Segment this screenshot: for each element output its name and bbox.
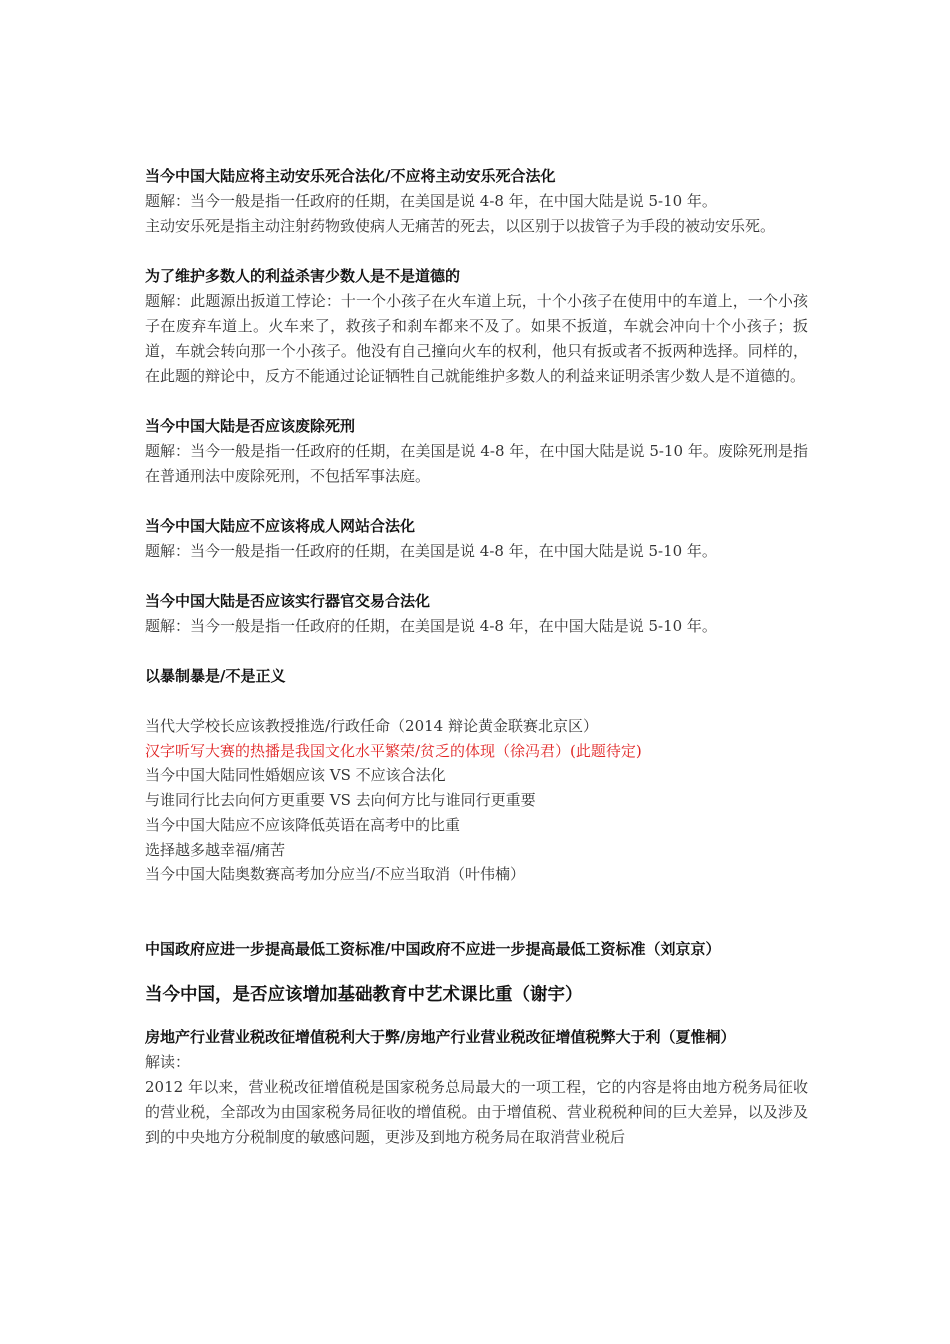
- topic-title: 当今中国，是否应该增加基础教育中艺术课比重（谢宇）: [145, 984, 583, 1005]
- topic-vat-reform: [145, 1025, 808, 1150]
- topic-title: 中国政府应进一步提高最低工资标准/中国政府不应进一步提高最低工资标准（刘京京）: [145, 939, 721, 958]
- topic-adult-websites: [145, 514, 808, 564]
- topic-title: 为了维护多数人的利益杀害少数人是不是道德的: [145, 267, 461, 285]
- topic-explanation: 主动安乐死是指主动注射药物致使病人无痛苦的死去，以区别于以拔管子为手段的被动安乐死。: [145, 217, 776, 235]
- topic-minimum-wage: [145, 937, 808, 962]
- list-item-highlighted: 汉字听写大赛的热播是我国文化水平繁荣/贫乏的体现（徐冯君）(此题待定): [145, 741, 642, 760]
- topic-art-education: [145, 980, 808, 1010]
- topic-explanation: 2012 年以来，营业税改征增值税是国家税务总局最大的一项工程，它的内容是将由地方税务局征收的营业税，全部改为由国家税务局征收的增值税。由于增值税、营业税税种间的巨大差异，以及涉及到的中央地方分税制度的敏感问题，更涉及到地方税务局在取消营业税后: [145, 1077, 808, 1146]
- topic-title: 房地产行业营业税改征增值税利大于弊/房地产行业营业税改征增值税弊大于利（夏惟桐）: [145, 1027, 736, 1046]
- topic-death-penalty: [145, 414, 808, 489]
- topic-title: 当今中国大陆应将主动安乐死合法化/不应将主动安乐死合法化: [145, 167, 556, 185]
- topic-title: 当今中国大陆是否应该废除死刑: [145, 417, 356, 435]
- topic-euthanasia: [145, 164, 808, 239]
- topic-explanation: 题解：当今一般是指一任政府的任期，在美国是说 4-8 年，在中国大陆是说 5-10 年。: [145, 542, 717, 560]
- topic-explanation-label: 解读：: [145, 1052, 191, 1071]
- topic-title: 以暴制暴是/不是正义: [145, 667, 286, 685]
- list-item: 选择越多越幸福/痛苦: [145, 840, 286, 859]
- topic-title: 当今中国大陆应不应该将成人网站合法化: [145, 517, 416, 535]
- list-item: 与谁同行比去向何方更重要 VS 去向何方比与谁同行更重要: [145, 791, 536, 810]
- list-item: 当今中国大陆应不应该降低英语在高考中的比重: [145, 815, 461, 834]
- list-item: 当今中国大陆奥数赛高考加分应当/不应当取消（叶伟楠）: [145, 865, 526, 884]
- topic-violence-justice: [145, 664, 808, 689]
- topic-trolley-problem: [145, 264, 808, 389]
- topic-list: [145, 714, 808, 887]
- topic-explanation: 题解：当今一般是指一任政府的任期，在美国是说 4-8 年，在中国大陆是说 5-10 年。: [145, 192, 717, 210]
- topic-explanation: 题解：当今一般是指一任政府的任期，在美国是说 4-8 年，在中国大陆是说 5-10 年。: [145, 617, 717, 635]
- list-item: 当今中国大陆同性婚姻应该 VS 不应该合法化: [145, 766, 446, 785]
- document-page: [145, 164, 808, 1150]
- topic-explanation: 题解：此题源出扳道工悖论：十一个小孩子在火车道上玩，十个小孩子在使用中的车道上，一个小孩子在废弃车道上。火车来了，救孩子和刹车都来不及了。如果不扳道，车就会冲向十个小孩子；扳道，车就会转向那一个小孩子。他没有自己撞向火车的权利，他只有扳或者不扳两种选择。同样的，在此题的辩论中，反方不能通过论证牺牲自己就能维护多数人的利益来证明杀害少数人是不道德的。: [145, 292, 808, 385]
- list-item: 当代大学校长应该教授推选/行政任命（2014 辩论黄金联赛北京区）: [145, 717, 598, 735]
- topic-explanation: 题解：当今一般是指一任政府的任期，在美国是说 4-8 年，在中国大陆是说 5-10 年。废除死刑是指在普通刑法中废除死刑，不包括军事法庭。: [145, 442, 808, 485]
- topic-organ-trade: [145, 589, 808, 639]
- topic-title: 当今中国大陆是否应该实行器官交易合法化: [145, 592, 431, 610]
